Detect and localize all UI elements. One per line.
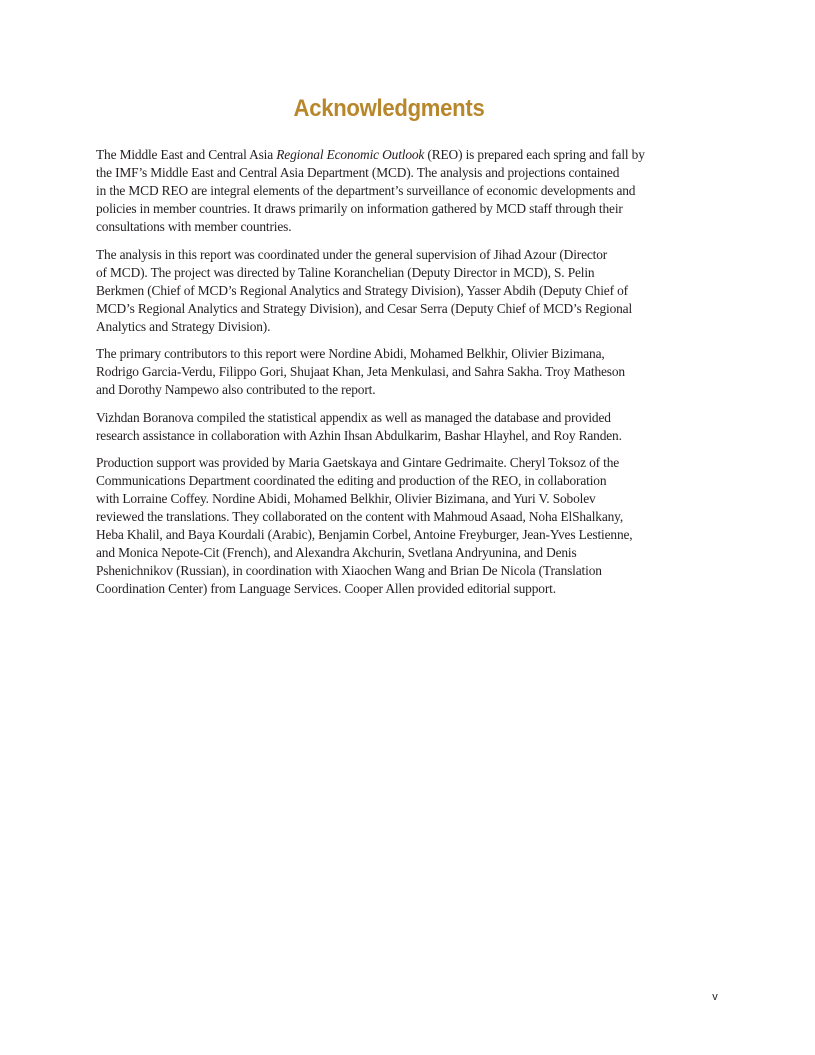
paragraph-line: Vizhdan Boranova compiled the statistical appendix as well as managed the database and provided xyxy=(96,409,611,425)
italic-title-text: Regional Economic Outlook xyxy=(276,147,425,162)
paragraph-line: The primary contributors to this report were Nordine Abidi, Mohamed Belkhir, Olivier Bizimana, xyxy=(96,346,605,361)
page-number: v xyxy=(712,991,718,1003)
paragraph-line: MCD’s Regional Analytics and Strategy Division), and Cesar Serra (Deputy Chief of MCD’s Regional xyxy=(96,300,633,316)
paragraph-line: in the MCD REO are integral elements of the department’s surveillance of economic developments and xyxy=(96,183,636,198)
paragraph-4 xyxy=(96,409,696,445)
paragraph-line: The analysis in this report was coordinated under the general supervision of Jihad Azour (Director xyxy=(96,246,608,262)
paragraph-line xyxy=(96,146,696,164)
paragraph-line: Communications Department coordinated the editing and production of the REO, in collaboration xyxy=(96,473,607,488)
paragraph-line: policies in member countries. It draws primarily on information gathered by MCD staff through their xyxy=(96,201,623,216)
line-segment: (REO) is prepared each spring and fall by xyxy=(424,147,645,162)
paragraph-line: Rodrigo Garcia-Verdu, Filippo Gori, Shujaat Khan, Jeta Menkulasi, and Sahra Sakha. Troy Matheson xyxy=(96,364,625,379)
paragraph-line: and Dorothy Nampewo also contributed to the report. xyxy=(96,382,376,397)
paragraph-line: of MCD). The project was directed by Taline Koranchelian (Deputy Director in MCD), S. Pelin xyxy=(96,264,595,280)
paragraph-line: Coordination Center) from Language Services. Cooper Allen provided editorial support. xyxy=(96,581,556,596)
paragraph-line: Heba Khalil, and Baya Kourdali (Arabic), Benjamin Corbel, Antoine Freyburger, Jean-Yves Lestienne, xyxy=(96,527,633,542)
paragraph-line: consultations with member countries. xyxy=(96,219,292,234)
paragraph-1 xyxy=(96,146,696,236)
paragraph-line: with Lorraine Coffey. Nordine Abidi, Mohamed Belkhir, Olivier Bizimana, and Yuri V. Sobolev xyxy=(96,491,596,506)
paragraph-line: the IMF’s Middle East and Central Asia Department (MCD). The analysis and projections contained xyxy=(96,165,620,180)
paragraph-3 xyxy=(96,345,696,399)
line-segment: The Middle East and Central Asia xyxy=(96,147,277,162)
acknowledgments-body xyxy=(96,146,696,608)
paragraph-5 xyxy=(96,454,696,598)
paragraph-line: Pshenichnikov (Russian), in coordination with Xiaochen Wang and Brian De Nicola (Translation xyxy=(96,563,602,578)
paragraph-2 xyxy=(96,246,696,336)
paragraph-line: Berkmen (Chief of MCD’s Regional Analytics and Strategy Division), Yasser Abdih (Deputy Chief of xyxy=(96,282,628,298)
paragraph-line: Analytics and Strategy Division). xyxy=(96,318,271,334)
paragraph-line: and Monica Nepote-Cit (French), and Alexandra Akchurin, Svetlana Andryunina, and Denis xyxy=(96,545,577,560)
paragraph-line: research assistance in collaboration with Azhin Ihsan Abdulkarim, Bashar Hlayhel, and Roy Randen. xyxy=(96,427,622,443)
paragraph-line: reviewed the translations. They collaborated on the content with Mahmoud Asaad, Noha ElShalkany, xyxy=(96,509,624,524)
page-title: Acknowledgments xyxy=(293,95,485,122)
paragraph-line: Production support was provided by Maria Gaetskaya and Gintare Gedrimaite. Cheryl Toksoz of the xyxy=(96,455,620,470)
